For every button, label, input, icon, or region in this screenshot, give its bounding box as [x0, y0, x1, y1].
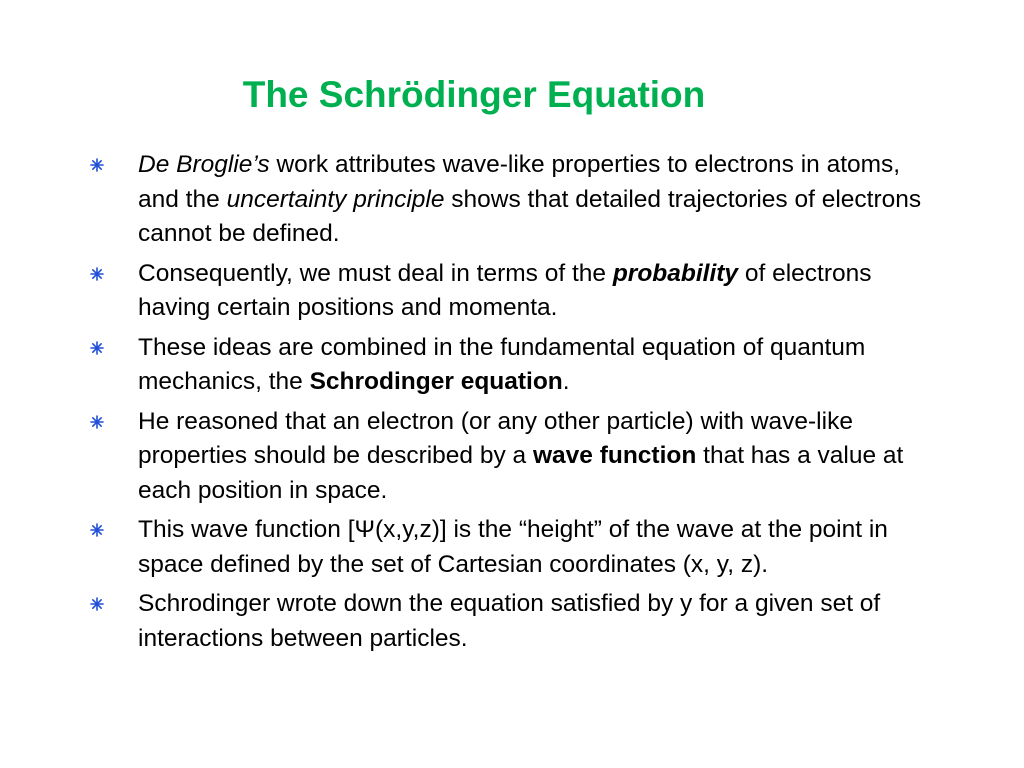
bullet-4-text-a: He reasoned that an electron (or any other particle) with wave-like properties should be described by a: [138, 407, 853, 469]
bullet-item-6: [90, 587, 940, 656]
bullet-2-text-a: Consequently, we must deal in terms of the: [138, 259, 613, 287]
bullet-item-2: [90, 257, 940, 326]
title-part-1: The Schr: [242, 74, 402, 115]
asterisk-bullet-icon: [90, 341, 104, 355]
asterisk-bullet-icon: [90, 267, 104, 281]
bullet-item-3: [90, 331, 940, 400]
bullet-item-5: [90, 513, 940, 582]
bullet-1-text-c: uncertainty principle: [226, 185, 445, 213]
bullet-3-text-a: These ideas are combined in the fundamental equation of quantum mechanics, the: [138, 333, 866, 395]
bullet-5-text-a: This wave function [Ψ(x,y,z)] is the “height” of the wave at the point in space defined by the set of Cartesian coordinates (x, y, z).: [138, 516, 888, 578]
bullet-1-text-d: shows that detailed trajectories of electrons cannot be defined.: [138, 185, 922, 247]
bullet-2-text-c: of electrons having certain positions and momenta.: [138, 259, 872, 321]
bullet-2-text-b: probability: [612, 259, 739, 287]
bullet-item-1: [90, 148, 940, 252]
asterisk-bullet-icon: [90, 158, 104, 172]
bullet-4-text-c: that has a value at each position in space.: [138, 442, 904, 504]
bullet-1-text-a: De Broglie’s: [138, 151, 270, 178]
bullet-1-text-b: work attributes wave-like properties to electrons in atoms, and the: [138, 151, 901, 213]
bullet-3-text-b: Schrodinger equation: [309, 368, 563, 395]
title-umlaut-letter: ö: [401, 74, 424, 115]
asterisk-bullet-icon: [90, 523, 104, 537]
asterisk-bullet-icon: [90, 415, 104, 429]
title-part-2: dinger Equation: [423, 74, 706, 115]
bullet-3-text-c: .: [562, 368, 570, 395]
bullet-4-text-b: wave function: [532, 442, 697, 469]
bullet-6-text-a: Schrodinger wrote down the equation satisfied by y for a given set of interactions between particles.: [138, 590, 881, 652]
bullet-list: [90, 148, 940, 661]
asterisk-bullet-icon: [90, 597, 104, 611]
slide-title: [0, 70, 1024, 120]
bullet-item-4: [90, 405, 940, 509]
